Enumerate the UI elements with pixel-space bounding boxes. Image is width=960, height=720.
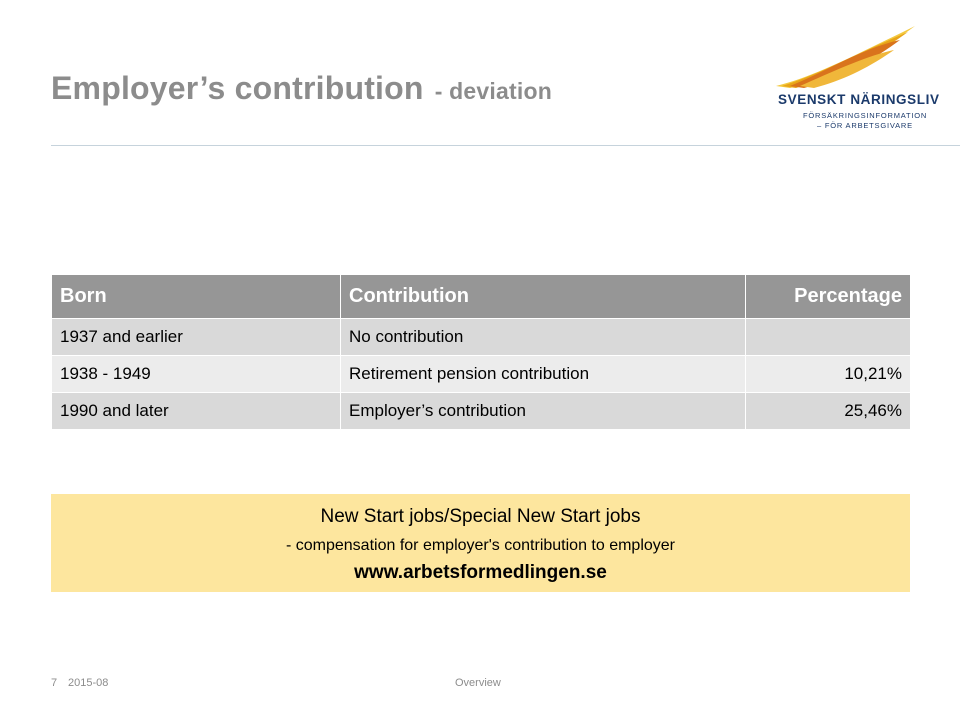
cell-contribution: Employer’s contribution [341, 393, 746, 430]
cell-percentage: 25,46% [746, 393, 911, 430]
cell-percentage: 10,21% [746, 356, 911, 393]
new-start-jobs-notice [51, 494, 910, 592]
slide-subtitle: - deviation [434, 78, 552, 104]
table-row [52, 356, 911, 393]
notice-description: - compensation for employer's contribution to employer [285, 537, 675, 554]
notice-link[interactable]: www.arbetsformedlingen.se [354, 562, 607, 583]
table-row [52, 393, 911, 430]
logo-tagline-1: FÖRSÄKRINGSINFORMATION [803, 111, 928, 120]
logo-tagline-2: – FÖR ARBETSGIVARE [817, 121, 913, 130]
header-percentage: Percentage [746, 275, 911, 319]
cell-born: 1938 - 1949 [52, 356, 341, 393]
cell-born: 1937 and earlier [52, 319, 341, 356]
bird-wings-icon [770, 22, 920, 94]
table-row [52, 319, 911, 356]
cell-contribution: Retirement pension contribution [341, 356, 746, 393]
footer-title: Overview [455, 677, 501, 689]
contribution-table [51, 274, 911, 430]
slide-title [51, 70, 552, 107]
cell-born: 1990 and later [52, 393, 341, 430]
cell-contribution: No contribution [341, 319, 746, 356]
header-born: Born [52, 275, 341, 319]
logo-name: SVENSKT NÄRINGSLIV [778, 92, 940, 107]
title-divider [51, 145, 960, 146]
slide-title-main: Employer’s contribution [51, 70, 424, 106]
footer-date: 2015-08 [68, 677, 109, 689]
company-logo [770, 22, 940, 134]
page-number: 7 [51, 677, 58, 689]
notice-heading: New Start jobs/Special New Start jobs [320, 506, 641, 527]
header-contribution: Contribution [341, 275, 746, 319]
cell-percentage [746, 319, 911, 356]
table-header-row [52, 275, 911, 319]
